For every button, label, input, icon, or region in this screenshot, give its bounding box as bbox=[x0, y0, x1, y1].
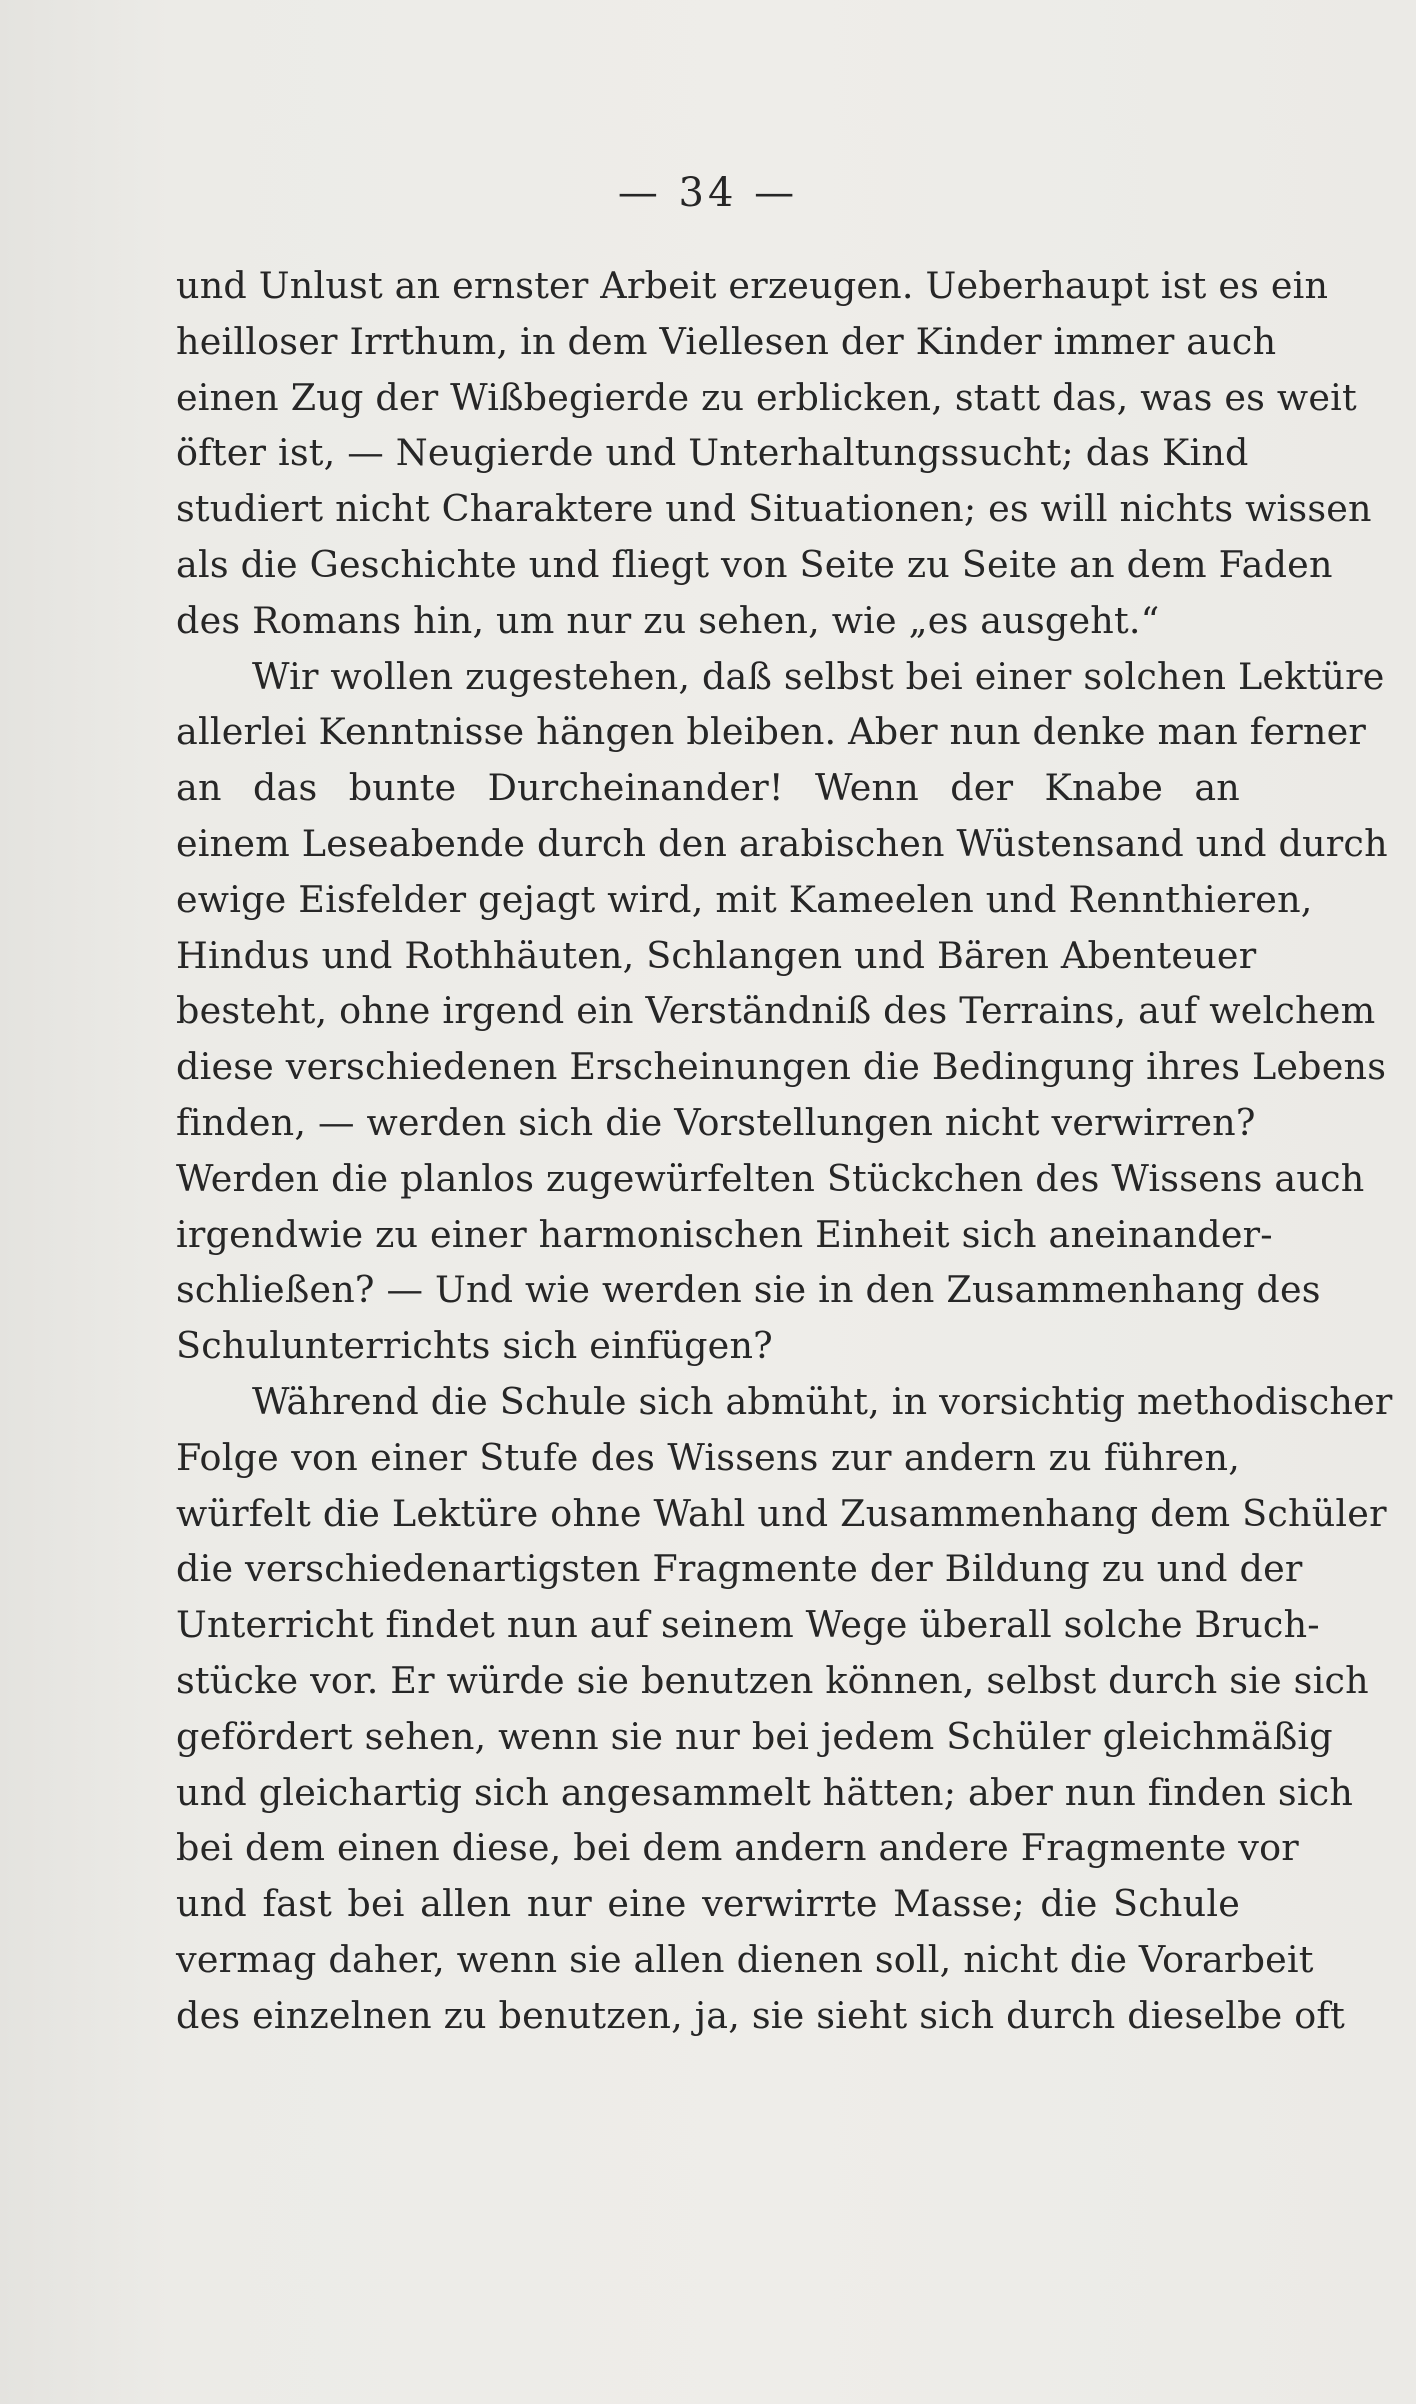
text-line: heilloser Irrthum, in dem Viellesen der Kinder immer auch bbox=[176, 319, 1277, 363]
text-line: finden, — werden sich die Vorstellungen nicht verwirren? bbox=[176, 1100, 1256, 1144]
text-line: stücke vor. Er würde sie benutzen können, selbst durch sie sich bbox=[176, 1658, 1369, 1702]
text-line: des Romans hin, um nur zu sehen, wie „es ausgeht.“ bbox=[176, 598, 1160, 642]
text-line: Wir wollen zugestehen, daß selbst bei einer solchen Lektüre bbox=[252, 654, 1385, 698]
text-line: schließen? — Und wie werden sie in den Zusammenhang des bbox=[176, 1268, 1321, 1312]
text-line: allerlei Kenntnisse hängen bleiben. Aber nun denke man ferner bbox=[176, 710, 1367, 754]
text-line: Folge von einer Stufe des Wissens zur andern zu führen, bbox=[176, 1435, 1240, 1479]
text-line: besteht, ohne irgend ein Verständniß des Terrains, auf welchem bbox=[176, 989, 1376, 1033]
text-line: die verschiedenartigsten Fragmente der Bildung zu und der bbox=[176, 1547, 1303, 1591]
text-line: öfter ist, — Neugierde und Unterhaltungssucht; das Kind bbox=[176, 431, 1249, 475]
text-line: Während die Schule sich abmüht, in vorsichtig methodischer bbox=[252, 1379, 1393, 1423]
page-number: — 34 — bbox=[617, 170, 799, 216]
text-line: Hindus und Rothhäuten, Schlangen und Bären Abenteuer bbox=[176, 933, 1257, 977]
text-line: Unterricht findet nun auf seinem Wege überall solche Bruch- bbox=[176, 1603, 1320, 1647]
text-line: gefördert sehen, wenn sie nur bei jedem Schüler gleichmäßig bbox=[176, 1714, 1333, 1758]
text-line: und fast bei allen nur eine verwirrte Masse; die Schule bbox=[176, 1882, 1240, 1926]
text-line: vermag daher, wenn sie allen dienen soll, nicht die Vorarbeit bbox=[176, 1937, 1314, 1981]
body-text bbox=[176, 258, 1393, 2044]
text-line: ewige Eisfelder gejagt wird, mit Kameelen und Rennthieren, bbox=[176, 877, 1313, 921]
text-line: des einzelnen zu benutzen, ja, sie sieht sich durch dieselbe oft bbox=[176, 1993, 1346, 2037]
text-line: würfelt die Lektüre ohne Wahl und Zusammenhang dem Schüler bbox=[176, 1491, 1387, 1535]
text-line: an das bunte Durcheinander! Wenn der Knabe an bbox=[176, 766, 1240, 810]
text-line: Werden die planlos zugewürfelten Stückchen des Wissens auch bbox=[176, 1156, 1365, 1200]
text-line: irgendwie zu einer harmonischen Einheit sich aneinander- bbox=[176, 1212, 1273, 1256]
text-line: einem Leseabende durch den arabischen Wüstensand und durch bbox=[176, 821, 1388, 865]
text-line: diese verschiedenen Erscheinungen die Bedingung ihres Lebens bbox=[176, 1045, 1387, 1089]
text-line: Schulunterrichts sich einfügen? bbox=[176, 1324, 773, 1368]
text-line: als die Geschichte und fliegt von Seite zu Seite an dem Faden bbox=[176, 542, 1333, 586]
text-line: bei dem einen diese, bei dem andern andere Fragmente vor bbox=[176, 1826, 1299, 1870]
text-line: einen Zug der Wißbegierde zu erblicken, statt das, was es weit bbox=[176, 375, 1357, 419]
text-line: studiert nicht Charaktere und Situationen; es will nichts wissen bbox=[176, 487, 1372, 531]
text-line: und gleichartig sich angesammelt hätten; aber nun finden sich bbox=[176, 1770, 1354, 1814]
text-line: und Unlust an ernster Arbeit erzeugen. Ueberhaupt ist es ein bbox=[176, 264, 1329, 307]
